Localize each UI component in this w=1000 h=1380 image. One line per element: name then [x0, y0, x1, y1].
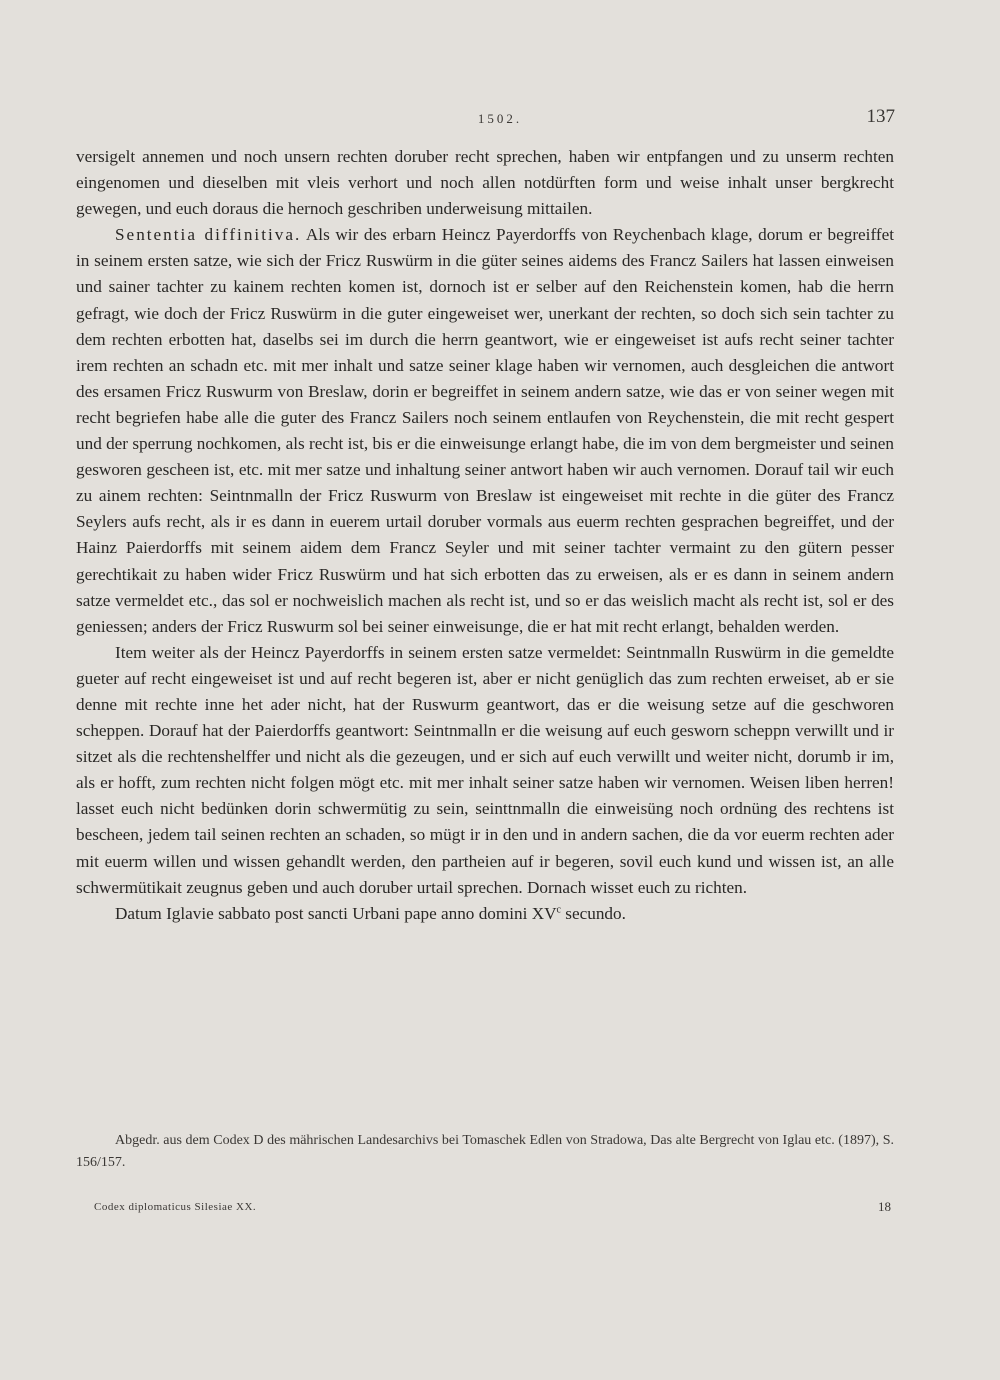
datum-text-end: secundo.: [560, 903, 626, 923]
page-number: 137: [866, 106, 895, 127]
footer-series-title: Codex diplomaticus Silesiae XX.: [94, 1201, 257, 1213]
datum-text: Datum Iglavie sabbato post sancti Urbani pape anno domini XV: [115, 903, 557, 923]
paragraph-3: Item weiter als der Heincz Payerdorffs in seinem ersten satze vermeldet: Seintnmalln Ruswürm in die gemeldte gueter auf recht eingeweiset ist und auf recht begeren ist, aber er nicht genüglich das zum rechten erweiset, ab er sie denne mit rechte inne het ader nicht, hat der Ruswurm geantwort, das er die weisung setze auf die geschworen scheppen. Dorauf hat der Paierdorffs geantwort: Seintnmalln er die weisung auf euch gesworn scheppn verwillt und ir sitzet als die rechtenshelffer und nicht als die gezeugen, und er sich auf euch verwillt und weiter nicht, dorumb ir im, als er hofft, zum rechten nicht folgen mögt etc. mit mer inhalt seiner satze haben wir vernomen. Weisen liben herren! lasset euch nicht bedünken dorin schwermütig zu sein, seinttnmalln die einweisüng noch ordnüng des rechtens ist bescheen, jedem tail seinen rechten an schaden, so mügt ir in den und in andern sachen, die da vor euerm rechten ader mit euerm willen und wissen gehandlt werden, den partheien auf ir begeren, sovil euch kund und wissen ist, an alle schwermütikait zeugnus geben und auch doruber urtail sprechen. Dornach wisset euch zu richten.: [76, 642, 894, 897]
main-text: [76, 144, 894, 927]
source-note-text: Abgedr. aus dem Codex D des mährischen Landesarchivs bei Tomaschek Edlen von Stradowa, Das alte Bergrecht von Iglau etc. (1897), S. 156/157.: [76, 1133, 894, 1170]
paragraph-1: versigelt annemen und noch unsern rechten doruber recht sprechen, haben wir entpfangen und zu unserm rechten eingenomen und dieselben mit vleis verhort und noch allen notdürften form und weise inhalt unser bergkrecht gewegen, und euch doraus die hernoch geschriben underweisung mittailen.: [76, 147, 894, 219]
footer-signature: 18: [878, 1199, 891, 1214]
paragraph-2-text: Als wir des erbarn Heincz Payerdorffs von Reychenbach klage, dorum er begreiffet in seinem ersten satze, wie sich der Fricz Ruswürm in die güter seines aidems des Francz Sailers hat lassen einweisen und sainer tachter zu kainem rechten komen ist, dornoch ist er selber auf den Reichenstein komen, hab die herrn gefragt, wie doch der Fricz Ruswürm in die guter eingeweiset wer, unerkant der rechten, so doch sich sein tachter zu dem rechten erbotten hat, daselbs sei im durch die herrn geantwort, wie er eingeweiset ist aufs recht seiner tachter irem rechten an schadn etc. mit mer inhalt und satze seiner klage haben wir vernomen, auch desgleichen die antwort des ersamen Fricz Ruswurm von Breslaw, dorin er begreiffet in seinem andern satze, wie das er von seiner wegen mit recht begriefen habe alle die guter des Francz Sailers noch seinem entlaufen von Reychenstein, die mit recht gespert und der sperrung nochkomen, als recht ist, bis er die einweisunge erlangt habe, die im von dem bergmeister und seinen gesworen gescheen ist, etc. mit mer satze und inhaltung seiner antwort haben wir auch vernomen. Dorauf tail wir euch zu ainem rechten: Seintnmalln der Fricz Ruswurm von Breslaw ist eingeweiset mit rechte in die güter des Francz Seylers aufs recht, als ir es dann in euerem urtail doruber vormals aus euerm rechten gesprachen begreiffet, und der Hainz Paierdorffs mit seinem aidem dem Francz Seyler und mit seiner tachter vermaint zu den gütern pesser gerechtikait zu haben wider Fricz Ruswürm und hat sich erbotten das zu erweisen, als er es dann in seinem andern satze vermeldet etc., das sol er nochweislich machen als recht ist, und so er das weislich macht als recht ist, sol er des geniessen; anders der Fricz Ruswurm sol bei seiner einweisunge, die er hat mit recht erlangt, behalden werden.: [76, 225, 894, 636]
datum-superscript: c: [556, 903, 561, 915]
paragraph-sententia: [76, 222, 894, 640]
paragraph-datum: [76, 901, 894, 927]
section-heading: Sententia diffinitiva.: [115, 225, 302, 245]
source-note: [76, 1130, 894, 1174]
running-header-year: 1502.: [477, 111, 523, 126]
